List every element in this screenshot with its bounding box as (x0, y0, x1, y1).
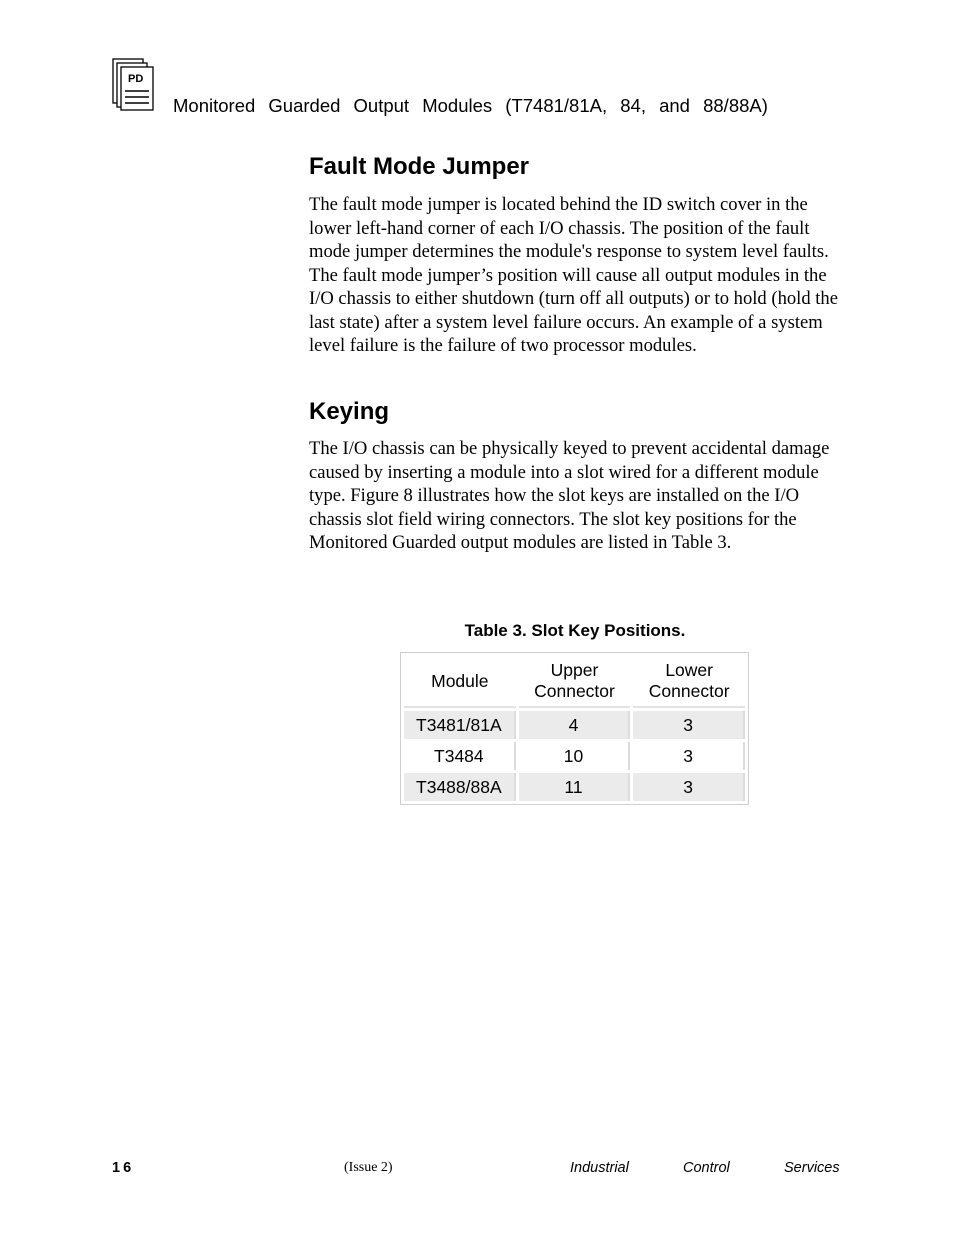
column-header: Upper Connector (519, 656, 631, 708)
section-body-fault-mode: The fault mode jumper is located behind the ID switch cover in the lower left-hand corner of each I/O chassis. The position of the fault mode jumper determines the module's response to system level faults. The fault mode jumper’s position will cause all output modules in the I/O chassis to either shutdown (turn off all outputs) or to hold (hold the last state) after a system level failure occurs. An example of a system level failure is the failure of two processor modules. (309, 194, 838, 356)
table-cell: 11 (519, 773, 631, 801)
table-cell: 3 (633, 711, 745, 739)
section-title-fault-mode: Fault Mode Jumper (309, 153, 530, 180)
table-cell: T3481/81A (404, 711, 516, 739)
column-header: Module (404, 656, 516, 708)
table-row (404, 773, 745, 801)
logo-text: PD (128, 73, 144, 85)
table-cell: T3488/88A (404, 773, 516, 801)
table-row (404, 711, 745, 739)
page-number: 16 (112, 1160, 135, 1176)
table-caption: Table 3. Slot Key Positions. (464, 621, 686, 640)
slot-key-table (400, 652, 749, 805)
company-word: Industrial (570, 1160, 629, 1176)
table-cell: 3 (633, 742, 745, 770)
table-row (404, 742, 745, 770)
column-header: Lower Connector (633, 656, 745, 708)
table-header-row (404, 656, 745, 708)
company-word: Control (683, 1160, 730, 1176)
document-stack-icon (112, 58, 156, 112)
running-header: Monitored Guarded Output Modules (T7481/81A, 84, and 88/88A) (173, 95, 768, 116)
table-cell: 4 (519, 711, 631, 739)
section-body-keying: The I/O chassis can be physically keyed to prevent accidental damage caused by inserting a module into a slot wired for a different module type. Figure 8 illustrates how the slot keys are installed on the I/O chassis slot field wiring connectors. The slot key positions for the Monitored Guarded output modules are listed in Table 3. (309, 438, 830, 553)
company-word: Services (784, 1160, 840, 1176)
table-cell: 10 (519, 742, 631, 770)
issue-label: (Issue 2) (344, 1160, 393, 1175)
table-cell: 3 (633, 773, 745, 801)
section-title-keying: Keying (309, 398, 390, 425)
table-cell: T3484 (404, 742, 516, 770)
